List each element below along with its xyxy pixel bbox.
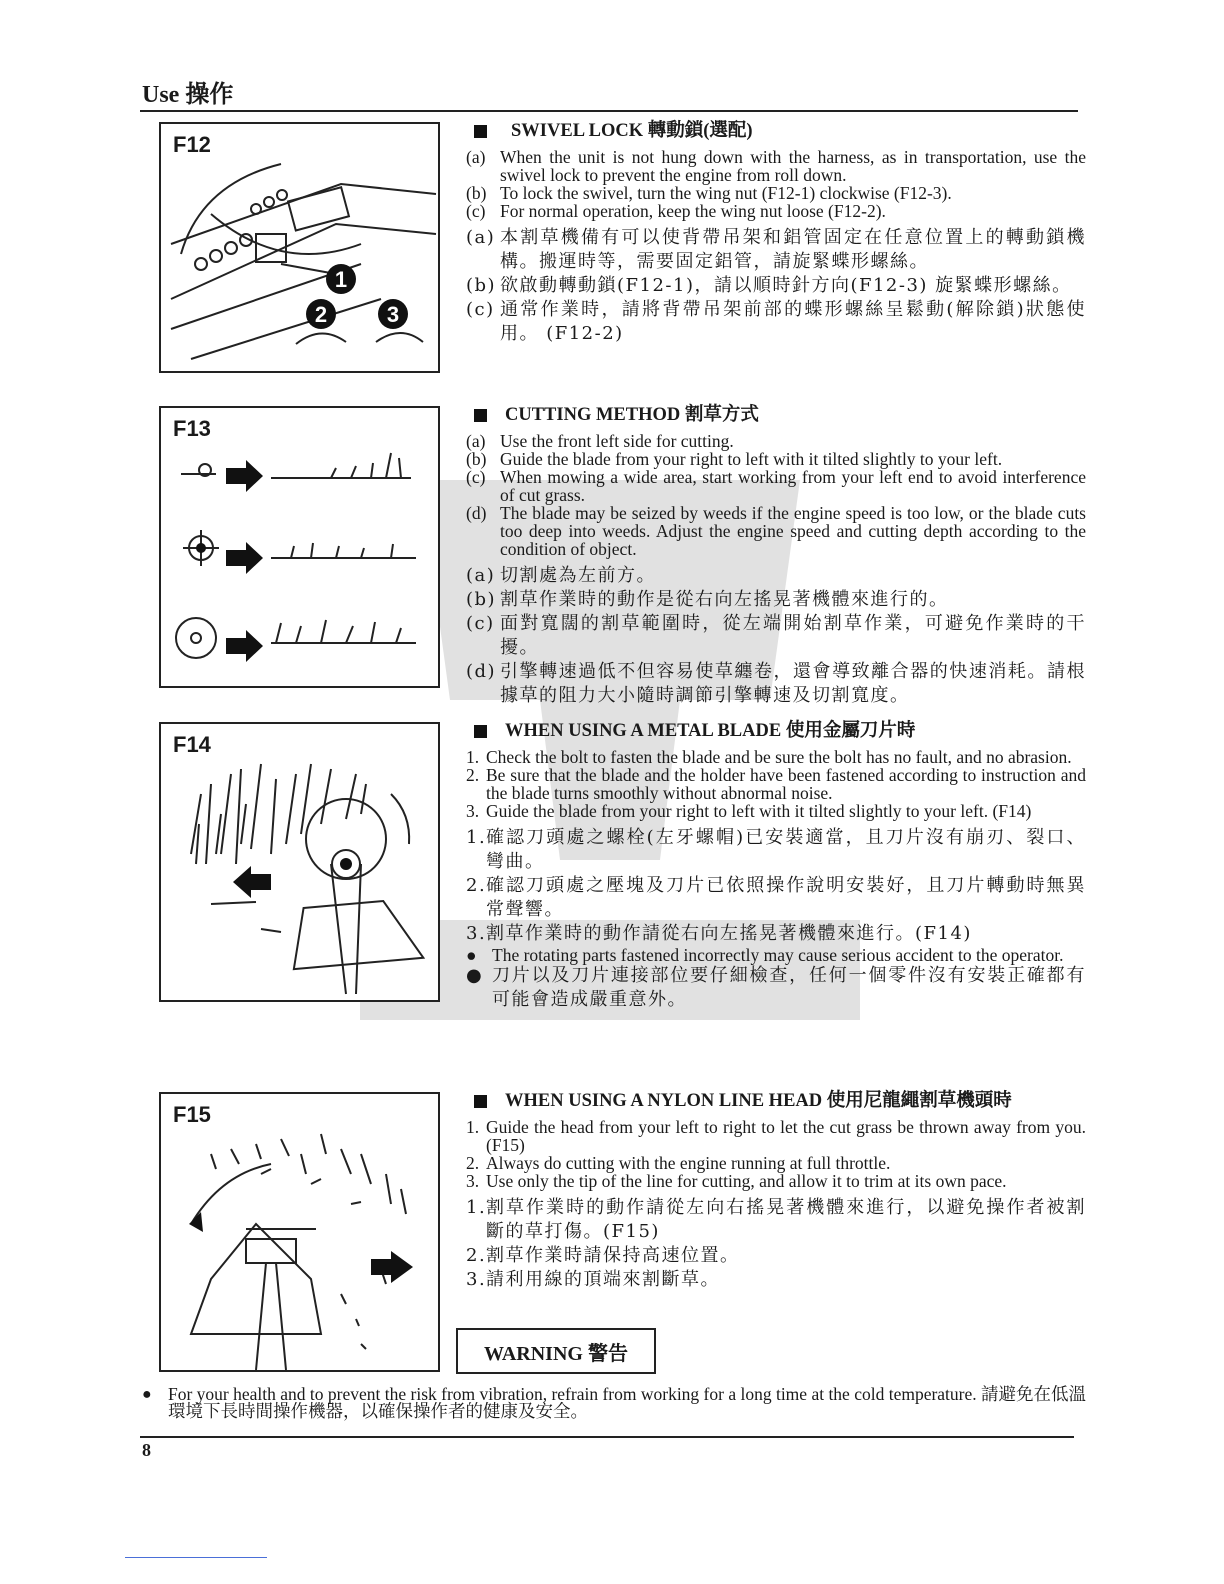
warning-box: WARNING 警告	[456, 1328, 656, 1374]
figure-label: F12	[173, 132, 211, 157]
page-title: Use 操作	[142, 82, 234, 108]
cutting-methods-illustration	[161, 408, 438, 686]
section-cutting-method: CUTTING METHOD 割草方式 (a) Use the front left side for cutting. (b) Guide the blade from your right to left with it tilted slightly to your left. (c) When mowing a wide area, start working from your left end to avoid interference of cut grass. (d) The blade may be seized by weeds if the engine speed is too low, or the blade cuts too deep into weeds. Adjust the engine speed and cutting depth according to the condition of object. (a) 切割處為左前方。 (b) 割草作業時的動作是從右向左搖晃著機體來進行的。 (c) 面對寬闊的割草範圍時，從左端開始割草作業，可避免作業時的干擾。 (d) 引擎轉速過低不但容易使草纏卷，還會導致離合器的快速消耗。請根據草的阻力大小隨時調節引擎轉速及切割寬度。	[466, 405, 1086, 706]
section-heading: SWIVEL LOCK 轉動鎖(選配)	[466, 122, 1086, 140]
health-warning-note: ● For your health and to prevent the risk from vibration, refrain from working for a long time at the cold temperature. 請避免在低溫環境下長時間操作機器，以確保操作者的健康及安全。	[142, 1384, 1087, 1421]
header-divider	[140, 110, 1078, 112]
footer-divider	[140, 1436, 1074, 1438]
svg-text:1: 1	[334, 267, 348, 292]
figure-f15	[159, 1092, 440, 1372]
section-heading: WHEN USING A NYLON LINE HEAD 使用尼龍繩割草機頭時	[466, 1092, 1086, 1110]
figure-f13	[159, 406, 440, 688]
section-heading: WHEN USING A METAL BLADE 使用金屬刀片時	[466, 722, 1086, 740]
figure-label: F14	[173, 732, 211, 757]
section-swivel-lock: SWIVEL LOCK 轉動鎖(選配) (a) When the unit is not hung down with the harness, as in transportation, use the swivel lock to prevent the engine from roll down. (b) To lock the swivel, turn the wing nut (F12-1) clockwise (F12-3). (c) For normal operation, keep the wing nut loose (F12-2). (a) 本割草機備有可以使背帶吊架和鋁管固定在任意位置上的轉動鎖機構。搬運時等，需要固定鋁管，請旋緊蝶形螺絲。 (b) 欲啟動轉動鎖(F12-1)，請以順時針方向(F12-3) 旋緊蝶形螺絲。 (c) 通常作業時，請將背帶吊架前部的蝶形螺絲呈鬆動(解除鎖)狀態使用。 (F12-2)	[466, 121, 1086, 344]
link-underline	[125, 1557, 267, 1558]
figure-label: F13	[173, 416, 211, 441]
section-metal-blade: WHEN USING A METAL BLADE 使用金屬刀片時 1. Check the bolt to fasten the blade and be sure the bolt has no fault, and no abrasion. 2. Be sure that the blade and the holder have been fastened according to instruction and the blade turns smoothly without abnormal noise. 3. Guide the blade from your right to left with it tilted slightly to your left. (F14) 1. 確認刀頭處之螺栓(左牙螺帽)已安裝適當，且刀片沒有崩刃、裂口、彎曲。 2. 確認刀頭處之壓塊及刀片已依照操作說明安裝好，且刀片轉動時無異常聲響。 3. 割草作業時的動作請從右向左搖晃著機體來進行。(F14) ● The rotating parts fastened incorrectly may cause serious accident to the operator. ● 刀片以及刀片連接部位要仔細檢查，任何一個零件沒有安裝正確都有可能會造成嚴重意外。	[466, 721, 1086, 1010]
section-heading: CUTTING METHOD 割草方式	[466, 406, 1086, 424]
figure-f12	[159, 122, 440, 373]
svg-text:3: 3	[386, 302, 400, 327]
section-nylon-line-head: WHEN USING A NYLON LINE HEAD 使用尼龍繩割草機頭時 1. Guide the head from your left to right to let the cut grass be thrown away from you. (F15) 2. Always do cutting with the engine running at full throttle. 3. Use only the tip of the line for cutting, and allow it to trim at its own pace. 1. 割草作業時的動作請從左向右搖晃著機體來進行，以避免操作者被割斷的草打傷。(F15) 2. 割草作業時請保持高速位置。 3. 請利用線的頂端來割斷草。	[466, 1091, 1086, 1290]
metal-blade-illustration	[161, 724, 438, 1000]
page-number: 8	[142, 1440, 151, 1460]
figure-label: F15	[173, 1102, 211, 1127]
nylon-line-head-illustration	[161, 1094, 438, 1370]
figure-f14	[159, 722, 440, 1002]
svg-text:2: 2	[314, 302, 328, 327]
swivel-lock-illustration	[161, 124, 438, 371]
